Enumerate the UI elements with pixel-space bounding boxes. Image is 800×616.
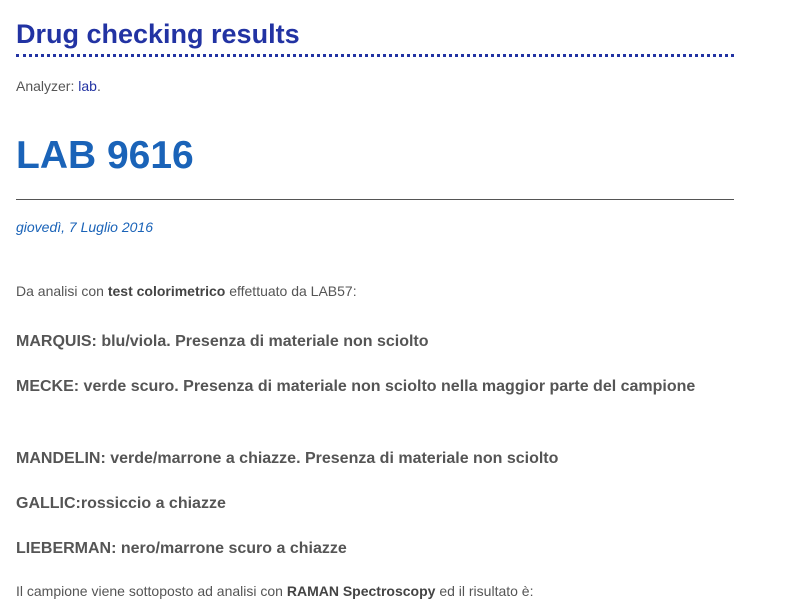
result-mecke: MECKE: verde scuro. Presenza di materiale non sciolto nella maggior parte del campione bbox=[16, 378, 696, 395]
analyzer-line bbox=[16, 77, 101, 95]
result-lieberman: LIEBERMAN: nero/marrone scuro a chiazze bbox=[16, 540, 347, 557]
title-divider bbox=[16, 199, 734, 200]
result-marquis: MARQUIS: blu/viola. Presenza di materiale non sciolto bbox=[16, 333, 429, 350]
intro-paragraph bbox=[16, 282, 357, 300]
closing-paragraph bbox=[16, 582, 534, 600]
analyzer-label: Analyzer: bbox=[16, 78, 79, 94]
site-title[interactable]: Drug checking results bbox=[16, 18, 734, 57]
intro-prefix: Da analisi con bbox=[16, 283, 108, 299]
closing-bold: RAMAN Spectroscopy bbox=[286, 583, 436, 599]
intro-suffix: effettuato da LAB57: bbox=[225, 283, 357, 299]
result-mandelin: MANDELIN: verde/marrone a chiazze. Presenza di materiale non sciolto bbox=[16, 450, 559, 467]
post-date: giovedì, 7 Luglio 2016 bbox=[16, 219, 153, 235]
closing-suffix: ed il risultato è: bbox=[435, 583, 534, 599]
closing-prefix: Il campione viene sottoposto ad analisi con bbox=[16, 583, 287, 599]
analyzer-link[interactable]: lab bbox=[78, 78, 97, 94]
intro-bold: test colorimetrico bbox=[107, 283, 226, 299]
post-title: LAB 9616 bbox=[16, 134, 194, 177]
analyzer-suffix: . bbox=[96, 78, 101, 94]
result-gallic: GALLIC:rossiccio a chiazze bbox=[16, 495, 226, 512]
